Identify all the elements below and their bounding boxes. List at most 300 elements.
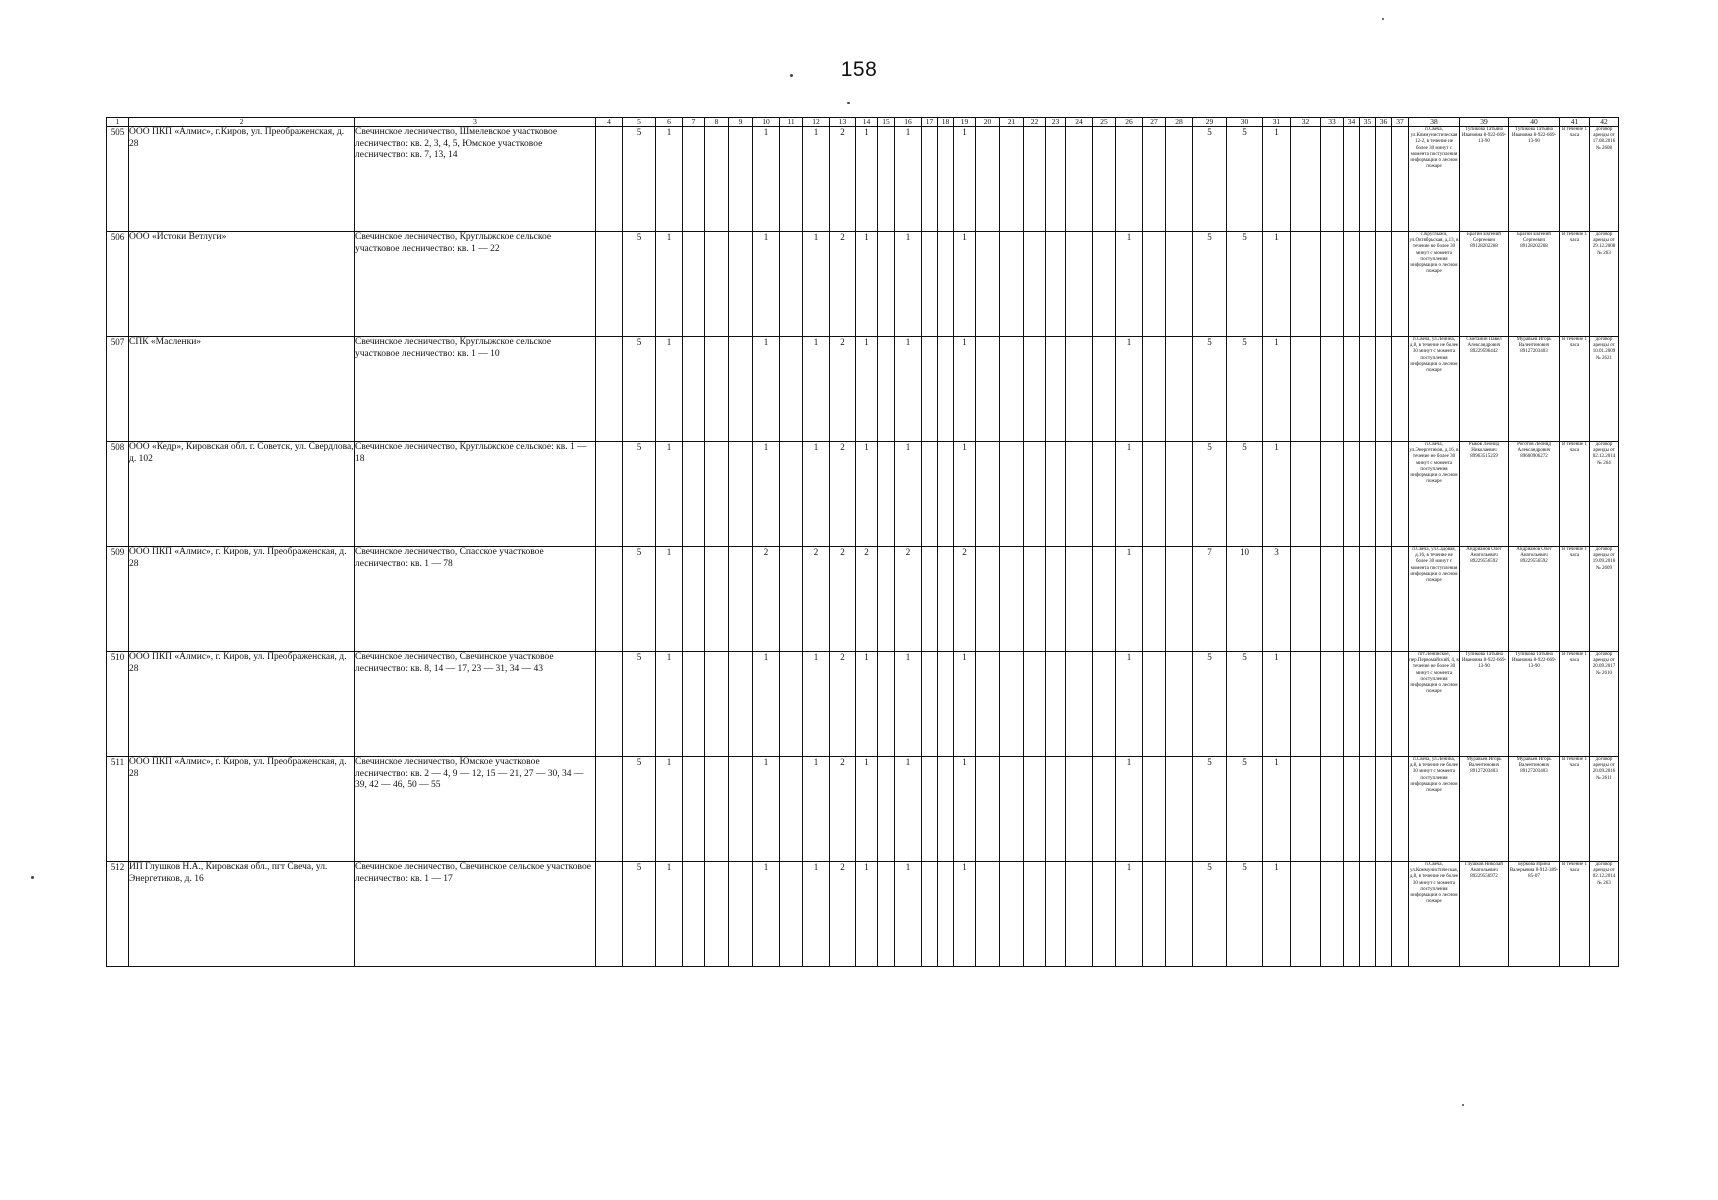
value-cell: 1: [1116, 652, 1143, 757]
table-row: [107, 862, 1619, 967]
col-header: 20: [976, 118, 1000, 127]
value-cell: [938, 757, 954, 862]
value-cell: 5: [1193, 862, 1227, 967]
value-cell: [922, 337, 938, 442]
col-header: 1: [107, 118, 129, 127]
contract-cell: договор аренды от 02.12.2014 № 263: [1590, 862, 1619, 967]
value-cell: [596, 862, 623, 967]
value-cell: [922, 547, 938, 652]
value-cell: [780, 547, 803, 652]
col-header: 24: [1066, 118, 1093, 127]
value-cell: [780, 862, 803, 967]
location-cell: п.Свеча, ул.Коммунистическая, д.8, в течение не более 30 минут с момента поступления информации о лесном пожаре: [1409, 862, 1460, 967]
value-cell: [596, 547, 623, 652]
value-cell: [1093, 862, 1116, 967]
value-cell: [780, 442, 803, 547]
value-cell: 5: [1193, 232, 1227, 337]
value-cell: 1: [656, 547, 683, 652]
col-header: 5: [623, 118, 656, 127]
col-header: 35: [1360, 118, 1376, 127]
value-cell: [683, 757, 705, 862]
column-number-row: [107, 118, 1619, 127]
col-header: 2: [129, 118, 355, 127]
forestry-cell: Свечинское лесничество, Круглыжское сельское участковое лесничество: кв. 1 — 22: [355, 232, 596, 337]
value-cell: 1: [753, 442, 780, 547]
organization-cell: ООО ПКП «Алмис», г. Киров, ул. Преображенская, д. 28: [129, 652, 355, 757]
value-cell: [938, 127, 954, 232]
contact-cell: Глушков Николай Анатольевич 89229556972: [1460, 862, 1509, 967]
contract-cell: договор аренды от 29.12.2008 № 263: [1590, 232, 1619, 337]
row-number: 511: [107, 757, 129, 862]
value-cell: 1: [954, 862, 976, 967]
value-cell: 1: [803, 442, 830, 547]
value-cell: [1321, 127, 1344, 232]
row-number: 506: [107, 232, 129, 337]
responsible-cell: Буркова Ирина Валерьевна 8-912-389-85-07: [1509, 862, 1560, 967]
value-cell: 1: [656, 652, 683, 757]
responsible-cell: Тупикова Татьяна Ивановна 8-922-669-13-90: [1509, 652, 1560, 757]
value-cell: 2: [856, 547, 878, 652]
value-cell: 1: [753, 127, 780, 232]
value-cell: [1321, 232, 1344, 337]
response-time-cell: В течение 1 часа: [1560, 862, 1590, 967]
value-cell: [705, 757, 729, 862]
value-cell: [1360, 652, 1376, 757]
col-header: 11: [780, 118, 803, 127]
value-cell: [1291, 337, 1321, 442]
value-cell: [1291, 862, 1321, 967]
value-cell: [1046, 232, 1066, 337]
value-cell: 1: [954, 127, 976, 232]
col-header: 26: [1116, 118, 1143, 127]
scan-speck: [31, 876, 34, 879]
value-cell: 2: [830, 337, 856, 442]
value-cell: [1024, 127, 1046, 232]
value-cell: [1046, 127, 1066, 232]
value-cell: [1321, 862, 1344, 967]
value-cell: 1: [856, 337, 878, 442]
value-cell: [1166, 547, 1193, 652]
value-cell: [1392, 547, 1409, 652]
col-header: 34: [1344, 118, 1360, 127]
value-cell: 5: [623, 127, 656, 232]
contact-cell: Андрианов Олег Анатольевич 89229556592: [1460, 547, 1509, 652]
value-cell: [729, 337, 753, 442]
col-header: 14: [856, 118, 878, 127]
scan-speck: [790, 74, 793, 77]
value-cell: [878, 862, 895, 967]
col-header: 42: [1590, 118, 1619, 127]
value-cell: 5: [1193, 442, 1227, 547]
contact-cell: Муравьев Игорь Валентинович 89127203403: [1460, 757, 1509, 862]
value-cell: 2: [830, 652, 856, 757]
value-cell: 1: [856, 127, 878, 232]
value-cell: 1: [656, 232, 683, 337]
value-cell: [1066, 442, 1093, 547]
value-cell: 5: [1193, 337, 1227, 442]
value-cell: [780, 337, 803, 442]
value-cell: [1392, 442, 1409, 547]
value-cell: [976, 547, 1000, 652]
value-cell: [1066, 862, 1093, 967]
value-cell: [1376, 442, 1392, 547]
responsible-cell: Андрианов Олег Анатольевич 89229556592: [1509, 547, 1560, 652]
value-cell: [922, 652, 938, 757]
organization-cell: ООО ПКП «Алмис», г.Киров, ул. Преображенская, д. 28: [129, 127, 355, 232]
value-cell: [938, 232, 954, 337]
value-cell: [1344, 862, 1360, 967]
value-cell: 1: [803, 127, 830, 232]
value-cell: [1166, 232, 1193, 337]
value-cell: [1024, 757, 1046, 862]
value-cell: [705, 337, 729, 442]
col-header: 3: [355, 118, 596, 127]
value-cell: 1: [656, 862, 683, 967]
value-cell: [1344, 232, 1360, 337]
value-cell: 1: [753, 337, 780, 442]
value-cell: [1000, 652, 1024, 757]
value-cell: [1291, 232, 1321, 337]
value-cell: [1066, 127, 1093, 232]
value-cell: [878, 442, 895, 547]
organization-cell: ООО ПКП «Алмис», г. Киров, ул. Преображенская, д. 28: [129, 547, 355, 652]
value-cell: [1024, 442, 1046, 547]
forestry-cell: Свечинское лесничество, Юмское участковое лесничество: кв. 2 — 4, 9 — 12, 15 — 21, 27 — 30, 34 — 39, 42 — 46, 50 — 55: [355, 757, 596, 862]
value-cell: [1392, 652, 1409, 757]
contract-cell: договор аренды от 10.01.2009 № 2621: [1590, 337, 1619, 442]
value-cell: 5: [623, 337, 656, 442]
organization-cell: ООО ПКП «Алмис», г. Киров, ул. Преображенская, д. 28: [129, 757, 355, 862]
responsible-cell: Муравьев Игорь Валентинович 89127203403: [1509, 337, 1560, 442]
data-table: [106, 117, 1619, 967]
response-time-cell: В течение 1 часа: [1560, 337, 1590, 442]
value-cell: 1: [803, 757, 830, 862]
location-cell: п.Свеча, ул.Энергетиков, д.16, в течение не более 30 минут с момента поступления информации о лесном пожаре: [1409, 442, 1460, 547]
value-cell: [1116, 127, 1143, 232]
value-cell: [729, 862, 753, 967]
value-cell: [938, 547, 954, 652]
value-cell: 1: [1263, 337, 1291, 442]
contract-cell: договор аренды от 17.08.2016 № 2608: [1590, 127, 1619, 232]
value-cell: [878, 337, 895, 442]
col-header: 6: [656, 118, 683, 127]
value-cell: 1: [954, 757, 976, 862]
value-cell: 2: [803, 547, 830, 652]
value-cell: [1143, 442, 1166, 547]
col-header: 41: [1560, 118, 1590, 127]
value-cell: [596, 757, 623, 862]
value-cell: [705, 547, 729, 652]
scan-speck: [1462, 1104, 1464, 1106]
value-cell: 5: [1227, 127, 1263, 232]
value-cell: [1344, 652, 1360, 757]
col-header: 38: [1409, 118, 1460, 127]
value-cell: [1166, 442, 1193, 547]
col-header: 29: [1193, 118, 1227, 127]
value-cell: [1376, 127, 1392, 232]
col-header: 37: [1392, 118, 1409, 127]
response-time-cell: В течение 1 часа: [1560, 442, 1590, 547]
value-cell: [1066, 547, 1093, 652]
value-cell: [729, 547, 753, 652]
value-cell: [729, 127, 753, 232]
value-cell: [1093, 757, 1116, 862]
col-header: 21: [1000, 118, 1024, 127]
value-cell: [705, 652, 729, 757]
col-header: 15: [878, 118, 895, 127]
value-cell: [1143, 862, 1166, 967]
value-cell: [1166, 862, 1193, 967]
value-cell: [1000, 337, 1024, 442]
value-cell: 1: [1263, 127, 1291, 232]
contact-cell: Сметанин Павел Александрович 89229596442: [1460, 337, 1509, 442]
value-cell: [1066, 337, 1093, 442]
value-cell: [1093, 232, 1116, 337]
col-header: 4: [596, 118, 623, 127]
forestry-cell: Свечинское лесничество, Свечинское участковое лесничество: кв. 8, 14 — 17, 23 — 31, 34 — 43: [355, 652, 596, 757]
value-cell: 1: [656, 757, 683, 862]
contact-cell: Брагин Евгений Сергеевич 89128202268: [1460, 232, 1509, 337]
value-cell: 5: [623, 232, 656, 337]
value-cell: 5: [1193, 757, 1227, 862]
response-time-cell: В течение 1 часа: [1560, 547, 1590, 652]
forestry-cell: Свечинское лесничество, Свечинское сельское участковое лесничество: кв. 1 — 17: [355, 862, 596, 967]
value-cell: 1: [1263, 232, 1291, 337]
value-cell: [1024, 337, 1046, 442]
value-cell: [683, 862, 705, 967]
value-cell: 1: [1116, 862, 1143, 967]
value-cell: [938, 442, 954, 547]
value-cell: [1024, 232, 1046, 337]
value-cell: [683, 652, 705, 757]
col-header: 31: [1263, 118, 1291, 127]
value-cell: 3: [1263, 547, 1291, 652]
value-cell: [1344, 757, 1360, 862]
value-cell: 1: [895, 337, 922, 442]
value-cell: [1291, 442, 1321, 547]
value-cell: [1291, 652, 1321, 757]
col-header: 27: [1143, 118, 1166, 127]
value-cell: 5: [623, 442, 656, 547]
value-cell: [1000, 862, 1024, 967]
col-header: 16: [895, 118, 922, 127]
value-cell: [1166, 127, 1193, 232]
value-cell: [683, 442, 705, 547]
col-header: 12: [803, 118, 830, 127]
value-cell: [1321, 337, 1344, 442]
value-cell: 2: [830, 232, 856, 337]
value-cell: [1392, 337, 1409, 442]
value-cell: [1024, 652, 1046, 757]
value-cell: [1143, 337, 1166, 442]
value-cell: 2: [830, 442, 856, 547]
value-cell: 1: [1116, 547, 1143, 652]
value-cell: [1392, 862, 1409, 967]
contract-cell: договор аренды от 20.09.2016 № 2611: [1590, 757, 1619, 862]
value-cell: [976, 862, 1000, 967]
value-cell: 7: [1193, 547, 1227, 652]
value-cell: [878, 652, 895, 757]
value-cell: [683, 127, 705, 232]
responsible-cell: Роготов Леонид Александрович 89600906272: [1509, 442, 1560, 547]
value-cell: [1376, 232, 1392, 337]
value-cell: 1: [954, 337, 976, 442]
col-header: 19: [954, 118, 976, 127]
col-header: 39: [1460, 118, 1509, 127]
value-cell: 1: [803, 232, 830, 337]
value-cell: 5: [623, 862, 656, 967]
value-cell: [1066, 757, 1093, 862]
value-cell: [1321, 652, 1344, 757]
value-cell: [976, 337, 1000, 442]
value-cell: [780, 232, 803, 337]
response-time-cell: В течение 1 часа: [1560, 652, 1590, 757]
value-cell: [596, 442, 623, 547]
value-cell: [1000, 232, 1024, 337]
value-cell: [1321, 547, 1344, 652]
value-cell: [1376, 862, 1392, 967]
value-cell: [1046, 862, 1066, 967]
value-cell: 2: [830, 547, 856, 652]
table-row: [107, 127, 1619, 232]
row-number: 507: [107, 337, 129, 442]
value-cell: [976, 757, 1000, 862]
value-cell: [1360, 442, 1376, 547]
value-cell: 1: [753, 232, 780, 337]
value-cell: 1: [1116, 442, 1143, 547]
value-cell: [922, 127, 938, 232]
value-cell: 5: [1227, 337, 1263, 442]
value-cell: [1360, 862, 1376, 967]
value-cell: 5: [623, 757, 656, 862]
col-header: 33: [1321, 118, 1344, 127]
value-cell: 1: [753, 652, 780, 757]
organization-cell: СПК «Масленки»: [129, 337, 355, 442]
value-cell: 1: [1263, 652, 1291, 757]
contract-cell: договор аренды от 02.12.2014 № 264: [1590, 442, 1619, 547]
value-cell: 1: [1116, 757, 1143, 862]
value-cell: [1392, 127, 1409, 232]
value-cell: 1: [954, 652, 976, 757]
value-cell: [1344, 337, 1360, 442]
value-cell: [1321, 757, 1344, 862]
value-cell: [1046, 337, 1066, 442]
col-header: 40: [1509, 118, 1560, 127]
value-cell: [729, 232, 753, 337]
location-cell: с.Круглыжи, ул.Октябрьская, д.13, в течение не более 30 минут с момента поступления информации о лесном пожаре: [1409, 232, 1460, 337]
value-cell: 5: [1193, 652, 1227, 757]
value-cell: 5: [623, 652, 656, 757]
value-cell: [878, 547, 895, 652]
value-cell: [976, 652, 1000, 757]
value-cell: [729, 757, 753, 862]
value-cell: [1143, 547, 1166, 652]
table-row: [107, 547, 1619, 652]
value-cell: [596, 652, 623, 757]
value-cell: 1: [895, 757, 922, 862]
page-number-text: 158: [840, 58, 878, 81]
forestry-cell: Свечинское лесничество, Шмелевское участковое лесничество: кв. 2, 3, 4, 5, Юмское участковое лесничество: кв. 7, 13, 14: [355, 127, 596, 232]
value-cell: 2: [830, 127, 856, 232]
value-cell: [1392, 232, 1409, 337]
value-cell: 1: [856, 652, 878, 757]
location-cell: п.Свеча, ул.Коммунистическая 12-2, в течение не более 30 минут с момента поступления информации о лесном пожаре: [1409, 127, 1460, 232]
value-cell: [1143, 757, 1166, 862]
row-number: 510: [107, 652, 129, 757]
value-cell: [1360, 757, 1376, 862]
page-number: [0, 58, 1718, 82]
value-cell: [878, 757, 895, 862]
contact-cell: Тупикова Татьяна Ивановна 8-922-669-13-90: [1460, 652, 1509, 757]
value-cell: [922, 757, 938, 862]
value-cell: [1360, 337, 1376, 442]
value-cell: [683, 547, 705, 652]
location-cell: пгт.Ленинское, пер.Первомайский, 4, в течение не более 30 минут с момента поступления информации о лесном пожаре: [1409, 652, 1460, 757]
organization-cell: ИП Глушков Н.А., Кировская обл., пгт Свеча, ул. Энергетиков, д. 16: [129, 862, 355, 967]
forestry-cell: Свечинское лесничество, Круглыжское сельское: кв. 1 — 18: [355, 442, 596, 547]
value-cell: [1143, 652, 1166, 757]
value-cell: [1344, 442, 1360, 547]
value-cell: [729, 652, 753, 757]
value-cell: [705, 232, 729, 337]
value-cell: 10: [1227, 547, 1263, 652]
value-cell: 1: [656, 127, 683, 232]
value-cell: [1024, 547, 1046, 652]
value-cell: [1392, 757, 1409, 862]
response-time-cell: В течение 1 часа: [1560, 757, 1590, 862]
value-cell: 1: [856, 442, 878, 547]
value-cell: [1143, 232, 1166, 337]
value-cell: 1: [656, 442, 683, 547]
value-cell: 1: [1116, 337, 1143, 442]
location-cell: п.Свеча, ул.Садовая, д.16, в течение не более 30 минут с момента поступления информации о лесном пожаре: [1409, 547, 1460, 652]
value-cell: [1093, 547, 1116, 652]
value-cell: [976, 442, 1000, 547]
value-cell: 1: [895, 652, 922, 757]
value-cell: [1321, 442, 1344, 547]
value-cell: [1046, 757, 1066, 862]
value-cell: [1376, 757, 1392, 862]
forestry-cell: Свечинское лесничество, Спасское участковое лесничество: кв. 1 — 78: [355, 547, 596, 652]
value-cell: [1291, 757, 1321, 862]
value-cell: 1: [895, 127, 922, 232]
value-cell: [976, 232, 1000, 337]
response-time-cell: В течение 1 часа: [1560, 127, 1590, 232]
value-cell: 5: [623, 547, 656, 652]
forestry-cell: Свечинское лесничество, Круглыжское сельское участковое лесничество: кв. 1 — 10: [355, 337, 596, 442]
table-row: [107, 652, 1619, 757]
value-cell: 1: [954, 232, 976, 337]
value-cell: [1066, 652, 1093, 757]
value-cell: 2: [830, 757, 856, 862]
value-cell: 1: [1263, 862, 1291, 967]
value-cell: 1: [803, 337, 830, 442]
value-cell: 1: [803, 652, 830, 757]
value-cell: [1360, 232, 1376, 337]
value-cell: [1376, 547, 1392, 652]
value-cell: [596, 232, 623, 337]
value-cell: [1291, 127, 1321, 232]
col-header: 22: [1024, 118, 1046, 127]
value-cell: 1: [753, 862, 780, 967]
col-header: 23: [1046, 118, 1066, 127]
value-cell: [878, 232, 895, 337]
value-cell: [976, 127, 1000, 232]
col-header: 9: [729, 118, 753, 127]
value-cell: [1166, 652, 1193, 757]
value-cell: 2: [753, 547, 780, 652]
location-cell: п.Свеча, ул.Ленина, д.8, в течение не более 30 минут с момента поступления информации о лесном пожаре: [1409, 757, 1460, 862]
